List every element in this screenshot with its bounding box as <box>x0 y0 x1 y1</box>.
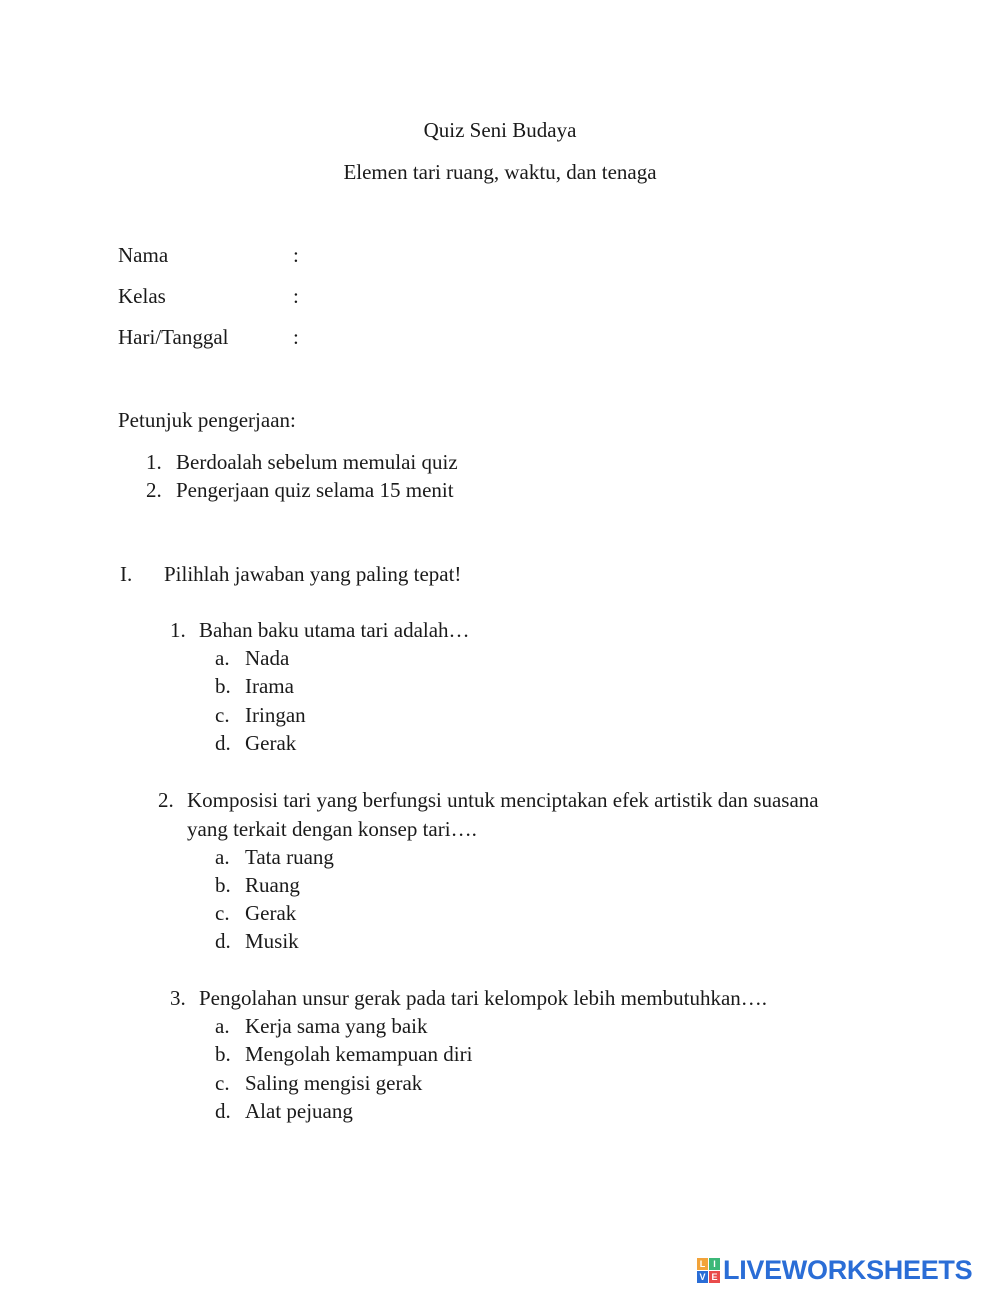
page-title: Quiz Seni Budaya <box>423 118 577 142</box>
option-text: Tata ruang <box>245 845 334 869</box>
section-title: Pilihlah jawaban yang paling tepat! <box>164 562 462 586</box>
field-label-hari-tanggal: Hari/Tanggal <box>118 325 229 349</box>
option-text: Irama <box>245 674 294 698</box>
field-label-nama: Nama <box>118 243 169 267</box>
question-number: 3. <box>170 986 186 1010</box>
option-letter: b. <box>215 674 231 698</box>
question-text: yang terkait dengan konsep tari…. <box>187 817 477 841</box>
option-letter: b. <box>215 1042 231 1066</box>
page-subtitle: Elemen tari ruang, waktu, dan tenaga <box>343 160 657 184</box>
liveworksheets-logo[interactable] <box>697 1253 972 1287</box>
option-text: Musik <box>245 929 299 953</box>
option-letter: c. <box>215 703 230 727</box>
option-letter: d. <box>215 731 231 755</box>
instruction-text: Pengerjaan quiz selama 15 menit <box>176 478 454 502</box>
option-text: Ruang <box>245 873 300 897</box>
option-letter: a. <box>215 1014 230 1038</box>
logo-mark-cell: I <box>709 1258 720 1270</box>
instruction-number: 2. <box>146 478 162 502</box>
field-separator: : <box>293 284 299 308</box>
option-text: Gerak <box>245 901 297 925</box>
logo-mark-cell: E <box>709 1271 720 1283</box>
option-letter: c. <box>215 1071 230 1095</box>
option-text: Mengolah kemampuan diri <box>245 1042 473 1066</box>
option-letter: d. <box>215 929 231 953</box>
field-separator: : <box>293 325 299 349</box>
instruction-number: 1. <box>146 450 162 474</box>
option-text: Alat pejuang <box>245 1099 353 1123</box>
instruction-text: Berdoalah sebelum memulai quiz <box>176 450 458 474</box>
logo-mark-icon <box>697 1258 720 1283</box>
section-number: I. <box>120 562 133 586</box>
option-letter: b. <box>215 873 231 897</box>
option-text: Iringan <box>245 703 306 727</box>
logo-text: LIVEWORKSHEETS <box>723 1254 973 1285</box>
logo-mark-cell: L <box>697 1258 708 1270</box>
option-letter: a. <box>215 646 230 670</box>
option-text: Kerja sama yang baik <box>245 1014 428 1038</box>
question-number: 2. <box>158 788 174 812</box>
option-letter: c. <box>215 901 230 925</box>
option-text: Nada <box>245 646 290 670</box>
option-letter: d. <box>215 1099 231 1123</box>
field-label-kelas: Kelas <box>118 284 166 308</box>
question-text: Komposisi tari yang berfungsi untuk menciptakan efek artistik dan suasana <box>187 788 819 812</box>
question-number: 1. <box>170 618 186 642</box>
option-text: Saling mengisi gerak <box>245 1071 423 1095</box>
question-text: Bahan baku utama tari adalah… <box>199 618 470 642</box>
field-separator: : <box>293 243 299 267</box>
logo-mark-cell: V <box>697 1271 708 1283</box>
option-letter: a. <box>215 845 230 869</box>
instructions-heading: Petunjuk pengerjaan: <box>118 408 296 432</box>
question-text: Pengolahan unsur gerak pada tari kelompok lebih membutuhkan…. <box>199 986 768 1010</box>
option-text: Gerak <box>245 731 297 755</box>
